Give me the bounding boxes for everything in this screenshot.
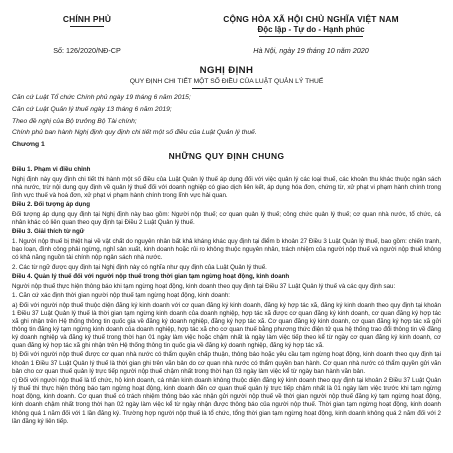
paragraph: 1. Người nộp thuế bị thiệt hại về vật chất do nguyên nhân bất khả kháng khác quy định tại điểm b khoản 27 Điều 3 Luật Quản lý thuế, bao gồm: chiến tranh, bạo loạn, đình công phải ngừng, nghỉ sản xuất, kinh doanh hoặc rủi ro không thuộc nguyên nhân, trách nhiệm của người nộp thuế và người nộp thuế không có khả năng nguồn tài chính nộp ngân sách nhà nước. (12, 237, 441, 262)
article-heading: Điều 1. Phạm vi điều chỉnh (12, 166, 91, 174)
document-header (12, 14, 441, 37)
document-body (12, 166, 441, 426)
national-motto: Độc lập - Tự do - Hạnh phúc (257, 25, 365, 34)
chapter-title: NHỮNG QUY ĐỊNH CHUNG (168, 151, 285, 162)
paragraph: c) Đối với người nộp thuế là tổ chức, hộ kinh doanh, cá nhân kinh doanh không thuộc diện đăng ký kinh doanh theo quy định tại khoản 2 Điều 37 Luật Quản lý thuế thì thực hiện thông báo tạm ngừng hoạt động, kinh doanh đến cơ quan thuế quản lý trực tiếp chậm nhất là 01 ngày làm việc trước khi tạm ngừng hoạt động, kinh doanh. Cơ quan thuế có trách nhiệm thông báo xác nhận gửi người nộp thuế về thời gian người nộp thuế đăng ký tạm ngừng hoạt động, kinh doanh chậm nhất trong thời hạn 02 ngày làm việc kể từ ngày nhận được thông báo của người nộp thuế. Thời gian tạm ngừng hoạt động, kinh doanh không quá 1 năm đối với 1 lần đăng ký. Trường hợp người nộp thuế là tổ chức, tổng thời gian tạm ngừng hoạt động, kinh doanh không quá 2 năm đối với 2 lần đăng ký liên tiếp. (12, 377, 441, 425)
chapter-label: Chương 1 (12, 141, 45, 149)
issuing-agency: CHÍNH PHỦ (62, 14, 112, 24)
paragraph: Người nộp thuế thực hiện thông báo khi tạm ngừng hoạt động, kinh doanh theo quy định tại Điều 37 Luật Quản lý thuế và các quy định sau: (12, 282, 396, 290)
paragraph: b) Đối với người nộp thuế được cơ quan nhà nước có thẩm quyền chấp thuận, thông báo hoặc yêu cầu tạm ngừng hoạt động, kinh doanh theo quy định tại khoản 1 Điều 37 Luật Quản lý thuế là thời gian ghi trên văn bản do cơ quan nhà nước có thẩm quyền ban hành. Cơ quan nhà nước có thẩm quyền gửi văn bản cho cơ quan thuế quản lý trực tiếp người nộp thuế chậm nhất trong thời hạn 03 ngày làm việc kể từ ngày ban hành văn bản. (12, 351, 441, 375)
nation-name: CỘNG HÒA XÃ HỘI CHỦ NGHĨA VIỆT NAM (223, 14, 399, 24)
basis-line: Căn cứ Luật Quản lý thuế ngày 13 tháng 6 năm 2019; (12, 105, 172, 113)
article-heading: Điều 3. Giải thích từ ngữ (12, 228, 85, 236)
document-type: NGHỊ ĐỊNH (199, 65, 254, 76)
national-title-block (181, 14, 441, 37)
paragraph: 1. Căn cứ xác định thời gian người nộp thuế tạm ngừng hoạt động, kinh doanh: (12, 292, 230, 300)
subject-divider (192, 88, 262, 89)
basis-line: Chính phủ ban hành Nghị định quy định chi tiết một số điều của Luật Quản lý thuế. (12, 129, 257, 137)
article-heading: Điều 2. Đối tượng áp dụng (12, 201, 90, 209)
document-meta (12, 46, 441, 55)
place-and-date: Hà Nội, ngày 19 tháng 10 năm 2020 (253, 46, 369, 55)
paragraph: Nghị định này quy định chi tiết thi hành một số điều của Luật Quản lý thuế áp dụng đối với việc quản lý các loại thuế, các khoản thu khác thuộc ngân sách nhà nước, trừ nội dung quy định về quản lý thuế đối với doanh nghiệp có giao dịch liên kết, áp dụng hóa đơn, chứng từ, xử phạt vi phạm hành chính trong lĩnh vực thuế và hoá đơn, xử phạt vi phạm hành chính trong lĩnh vực hải quan. (12, 175, 441, 199)
document-number: Số: 126/2020/NĐ-CP (53, 46, 121, 55)
document-subject: QUY ĐỊNH CHI TIẾT MỘT SỐ ĐIỀU CỦA LUẬT QUẢN LÝ THUẾ (129, 78, 324, 85)
paragraph: Đối tượng áp dụng quy định tại Nghị định này bao gồm: Người nộp thuế; cơ quan quản lý thuế; công chức quản lý thuế; cơ quan nhà nước, tổ chức, cá nhân khác có liên quan theo quy định tại Điều 2 Luật Quản lý thuế. (12, 210, 441, 226)
basis-line: Theo đề nghị của Bộ trưởng Bộ Tài chính; (12, 117, 137, 125)
issuer-block (12, 14, 162, 27)
article-heading: Điều 4. Quản lý thuế đối với người nộp thuế trong thời gian tạm ngừng hoạt động, kinh doanh (12, 273, 290, 281)
legal-basis (12, 94, 441, 137)
paragraph: a) Đối với người nộp thuế thuộc diện đăng ký kinh doanh với cơ quan đăng ký kinh doanh, đăng ký hợp tác xã, đăng ký kinh doanh theo quy định tại khoản 1 Điều 37 Luật Quản lý thuế là thời gian tạm ngừng kinh doanh của doanh nghiệp, hợp tác xã được cơ quan đăng ký kinh doanh, cơ quan đăng ký hợp tác xã ghi nhận trên Hệ thống thông tin quốc gia về đăng ký doanh nghiệp, đăng ký hợp tác xã. Cơ quan đăng ký kinh doanh, cơ quan đăng ký hợp tác xã gửi thông tin đăng ký tạm ngừng kinh doanh của doanh nghiệp, hợp tác xã cho cơ quan thuế bằng phương thức điện tử qua hệ thống trao đổi thông tin về đăng ký doanh nghiệp và đăng ký thuế trong thời hạn 01 ngày làm việc hoặc chậm nhất là ngày làm việc tiếp theo kể từ ngày cơ quan đăng ký kinh doanh, cơ quan đăng ký hợp tác xã ghi nhận trên Hệ thống thông tin quốc gia về đăng ký doanh nghiệp, đăng ký hợp tác xã. (12, 301, 441, 349)
basis-line: Căn cứ Luật Tổ chức Chính phủ ngày 19 tháng 6 năm 2015; (12, 94, 191, 101)
paragraph: 2. Các từ ngữ được quy định tại Nghị định này có nghĩa như quy định của Luật Quản lý thuế. (12, 263, 267, 271)
motto-divider (259, 36, 363, 37)
issuer-divider (70, 26, 104, 27)
